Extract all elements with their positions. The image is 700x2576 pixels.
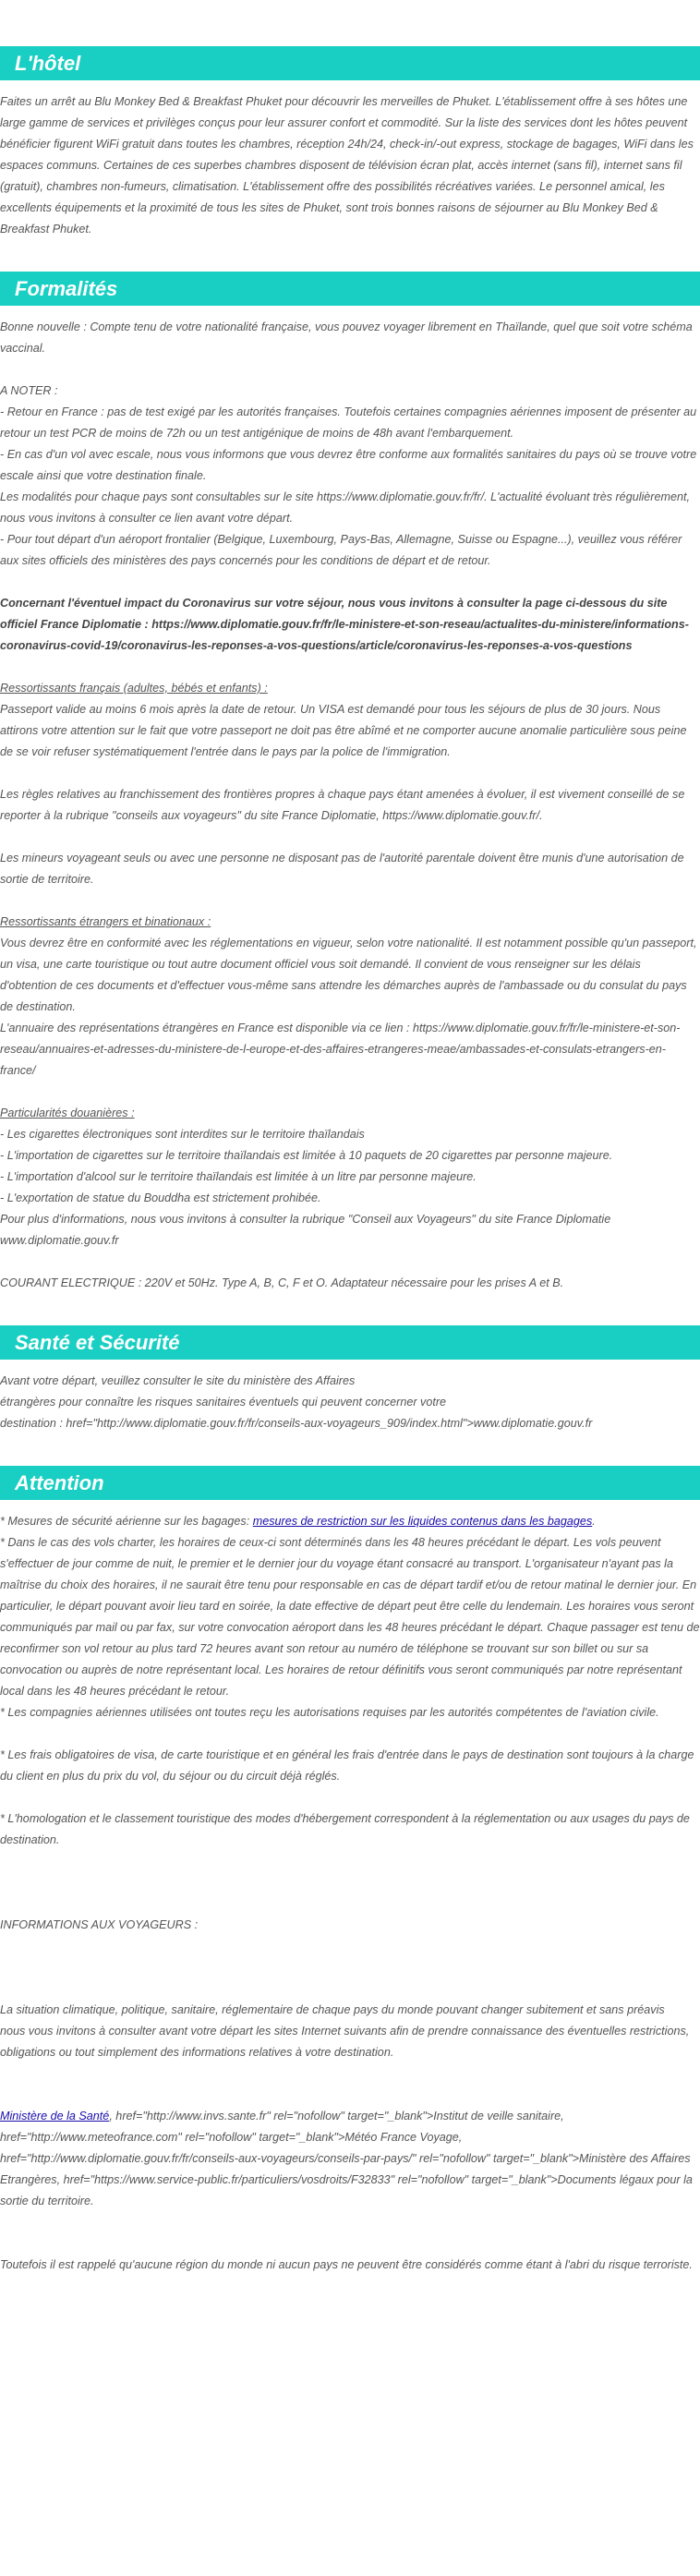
formalites-content: [0, 317, 700, 1294]
section-attention: [0, 1466, 700, 2276]
sante-line-1: Avant votre départ, veuillez consulter le site du ministère des Affaires: [0, 1374, 356, 1387]
section-formalites: [0, 272, 700, 1294]
french-nationals-heading: Ressortissants français (adultes, bébés et enfants) :: [0, 682, 268, 695]
security-line: [0, 1511, 700, 1532]
customs-cigarettes: - L'importation de cigarettes sur le territoire thaïlandais est limitée à 10 paquets de 20 cigarettes par personne majeure.: [0, 1149, 613, 1162]
electric-info: COURANT ELECTRIQUE : 220V et 50Hz. Type A, B, C, F et O. Adaptateur nécessaire pour les prises A et B.: [0, 1276, 564, 1289]
section-sante: [0, 1325, 700, 1434]
note-retour: - Retour en France : pas de test exigé par les autorités françaises. Toutefois certaines compagnies aériennes imposent de présenter au retour un test PCR de moins de 72h ou un test antigénique de moins de 48h avant l'embarquement.: [0, 405, 697, 440]
charter-flights-text: * Dans le cas des vols charter, les horaires de ceux-ci sont déterminés dans les 48 heures précédant le départ. Les vols peuvent s'effectuer de jour comme de nuit, le premier et le dernier jour du voyage étant consacré au transport. L'organisateur n'ayant pas la maîtrise du choix des horaires, il ne saurait être tenu pour responsable en cas de départ tardif et/ou de retour matinal le dernier jour. En particulier, le départ pouvant avoir lieu tard en soirée, la date effective de départ peut être celle du lendemain. Les horaires vous seront communiqués par mail ou par fax, sur votre convocation aéroport dans les 48 heures précédant le départ. Chaque passager est tenu de reconfirmer son vol retour au plus tard 72 heures avant son retour au numéro de téléphone se trouvant sur son billet ou sur sa convocation ou auprès de notre représentant local. Les horaires de retour définitifs vous seront communiqués par notre représentant local dans les 48 heures précédant le retour.: [0, 1536, 700, 1698]
ministry-health-link[interactable]: Ministère de la Santé: [0, 2110, 110, 2122]
travel-info-heading: INFORMATIONS AUX VOYAGEURS :: [0, 1918, 199, 1931]
section-title-hotel: L'hôtel: [0, 46, 700, 80]
airlines-text: * Les compagnies aériennes utilisées ont toutes reçu les autorisations requises par les autorités compétentes de l'aviation civile.: [0, 1706, 659, 1719]
customs-more-info: Pour plus d'informations, nous vous invitons à consulter la rubrique "Conseil aux Voyageurs" du site France Diplomatie www.diplomatie.gouv.fr: [0, 1213, 611, 1247]
security-prefix: * Mesures de sécurité aérienne sur les bagages:: [0, 1515, 253, 1528]
customs-alcohol: - L'importation d'alcool sur le territoire thaïlandais est limitée à un litre par personne majeure.: [0, 1170, 477, 1183]
customs-ecig: - Les cigarettes électroniques sont interdites sur le territoire thaïlandais: [0, 1128, 365, 1141]
customs-buddha: - L'exportation de statue du Bouddha est strictement prohibée.: [0, 1191, 321, 1204]
note-modalites: Les modalités pour chaque pays sont consultables sur le site https://www.diplomatie.gouv.fr/fr/. L'actualité évoluant très régulièrement, nous vous invitons à consulter ce lien avant votre départ.: [0, 490, 690, 525]
note-frontalier: - Pour tout départ d'un aéroport frontalier (Belgique, Luxembourg, Pays-Bas, Allemagne, Suisse ou Espagne...), veuillez vous référer aux sites officiels des ministères des pays concernés pour les conditions de départ et de retour.: [0, 533, 682, 567]
note-heading: A NOTER :: [0, 384, 58, 397]
sante-line-3: destination : href="http://www.diplomatie.gouv.fr/fr/conseils-aux-voyageurs_909/index.html">www.diplomatie.gouv.fr: [0, 1417, 593, 1430]
foreign-nationals-directory: L'annuaire des représentations étrangères en France est disponible via ce lien : https://www.diplomatie.gouv.fr/fr/le-ministere-et-son-reseau/annuaires-et-adresses-du-ministere-de-l-europe-et-des-affaires-etrangeres-meae/ambassades-et-consulats-etrangers-en-france/: [0, 1022, 681, 1077]
foreign-nationals-heading: Ressortissants étrangers et binationaux :: [0, 915, 211, 928]
section-title-attention: Attention: [0, 1466, 700, 1500]
customs-heading: Particularités douanières :: [0, 1107, 135, 1119]
foreign-nationals-text: Vous devrez être en conformité avec les réglementations en vigueur, selon votre nationalité. Il est notamment possible qu'un passeport, un visa, une carte touristique ou tout autre document officiel vous soit demandé. Il convient de vous renseigner sur les délais d'obtention de ces documents et d'effectuer vous-même sans attendre les démarches auprès de l'ambassade ou du consulat du pays de destination.: [0, 937, 697, 1013]
formalites-intro: Bonne nouvelle : Compte tenu de votre nationalité française, vous pouvez voyager librement en Thaïlande, quel que soit votre schéma vaccinal.: [0, 320, 693, 355]
homologation-text: * L'homologation et le classement touristique des modes d'hébergement correspondent à la réglementation ou aux usages du pays de destination.: [0, 1812, 690, 1846]
security-suffix: .: [592, 1515, 596, 1528]
sante-content: [0, 1371, 700, 1434]
section-title-formalites: Formalités: [0, 272, 700, 306]
ministry-links-rest: , href="http://www.invs.sante.fr" rel="nofollow" target="_blank">Institut de veille sanitaire, href="http://www.meteofrance.com" rel="nofollow" target="_blank">Météo France Voyage, href="http://www.diplomatie.gouv.fr/fr/conseils-aux-voyageurs/conseils-par-pays/" rel="nofollow" target="_blank">Ministère des Affaires Etrangères, href="https://www.service-public.fr/particuliers/vosdroits/F32833" rel="nofollow" target="_blank">Documents légaux pour la sortie du territoire.: [0, 2110, 693, 2207]
borders-text: Les règles relatives au franchissement des frontières propres à chaque pays étant amenées à évoluer, il est vivement conseillé de se reporter à la rubrique "conseils aux voyageurs" du site France Diplomatie, https://www.diplomatie.gouv.fr/.: [0, 788, 685, 822]
hotel-description: Faites un arrêt au Blu Monkey Bed & Breakfast Phuket pour découvrir les merveilles de Phuket. L'établissement offre à ses hôtes une large gamme de services et privilèges conçus pour leur assurer confort et commodité. Sur la liste des services dont les hôtes peuvent bénéficier figurent WiFi gratuit dans toutes les chambres, réception 24h/24, check-in/-out express, stockage de bagages, WiFi dans les espaces communs. Certaines de ces superbes chambres disposent de télévision écran plat, accès internet (sans fil), internet sans fil (gratuit), chambres non-fumeurs, climatisation. L'établissement offre des possibilités récréatives variées. Le personnel amical, les excellents équipements et la proximité de tous les sites de Phuket, sont trois bonnes raisons de séjourner au Blu Monkey Bed & Breakfast Phuket.: [0, 95, 694, 236]
french-nationals-text: Passeport valide au moins 6 mois après la date de retour. Un VISA est demandé pour tous les séjours de plus de 30 jours. Nous attirons votre attention sur le fait que votre passeport ne doit pas être abîmé et ne comporter aucune anomalie particulière sous peine de se voir refuser systématiquement l'entrée dans le pays par la police de l'immigration.: [0, 703, 687, 758]
hotel-content: [0, 91, 700, 240]
situation-text-1: La situation climatique, politique, sanitaire, réglementaire de chaque pays du monde pouvant changer subitement et sans préavis: [0, 2003, 665, 2016]
liquids-restriction-link[interactable]: mesures de restriction sur les liquides contenus dans les bagages: [252, 1515, 593, 1528]
section-title-sante: Santé et Sécurité: [0, 1325, 700, 1360]
covid-notice: Concernant l'éventuel impact du Coronavirus sur votre séjour, nous vous invitons à consulter la page ci-dessous du site officiel France Diplomatie : https://www.diplomatie.gouv.fr/fr/le-ministere-et-son-reseau/actualites-du-ministere/informations-coronavirus-covid-19/coronavirus-les-reponses-a-vos-questions/article/coronavirus-les-reponses-a-vos-questions: [0, 597, 689, 652]
fees-text: * Les frais obligatoires de visa, de carte touristique et en général les frais d'entrée dans le pays de destination sont toujours à la charge du client en plus du prix du vol, du séjour ou du circuit déjà réglés.: [0, 1748, 694, 1783]
attention-content: [0, 1511, 700, 2276]
minors-text: Les mineurs voyageant seuls ou avec une personne ne disposant pas de l'autorité parentale doivent être munis d'une autorisation de sortie de territoire.: [0, 852, 684, 886]
note-escale: - En cas d'un vol avec escale, nous vous informons que vous devrez être conforme aux formalités sanitaires du pays où se trouve votre escale ainsi que votre destination finale.: [0, 448, 697, 482]
sante-line-2: étrangères pour connaître les risques sanitaires éventuels qui peuvent concerner votre: [0, 1396, 447, 1409]
section-hotel: [0, 46, 700, 240]
ministry-links: [0, 2106, 700, 2212]
terror-risk-text: Toutefois il est rappelé qu'aucune région du monde ni aucun pays ne peuvent être considérés comme étant à l'abri du risque terroriste.: [0, 2258, 693, 2271]
situation-text-2: nous vous invitons à consulter avant votre départ les sites Internet suivants afin de prendre connaissance des éventuelles restrictions, obligations ou tout simplement des informations relatives à votre destination.: [0, 2025, 690, 2059]
